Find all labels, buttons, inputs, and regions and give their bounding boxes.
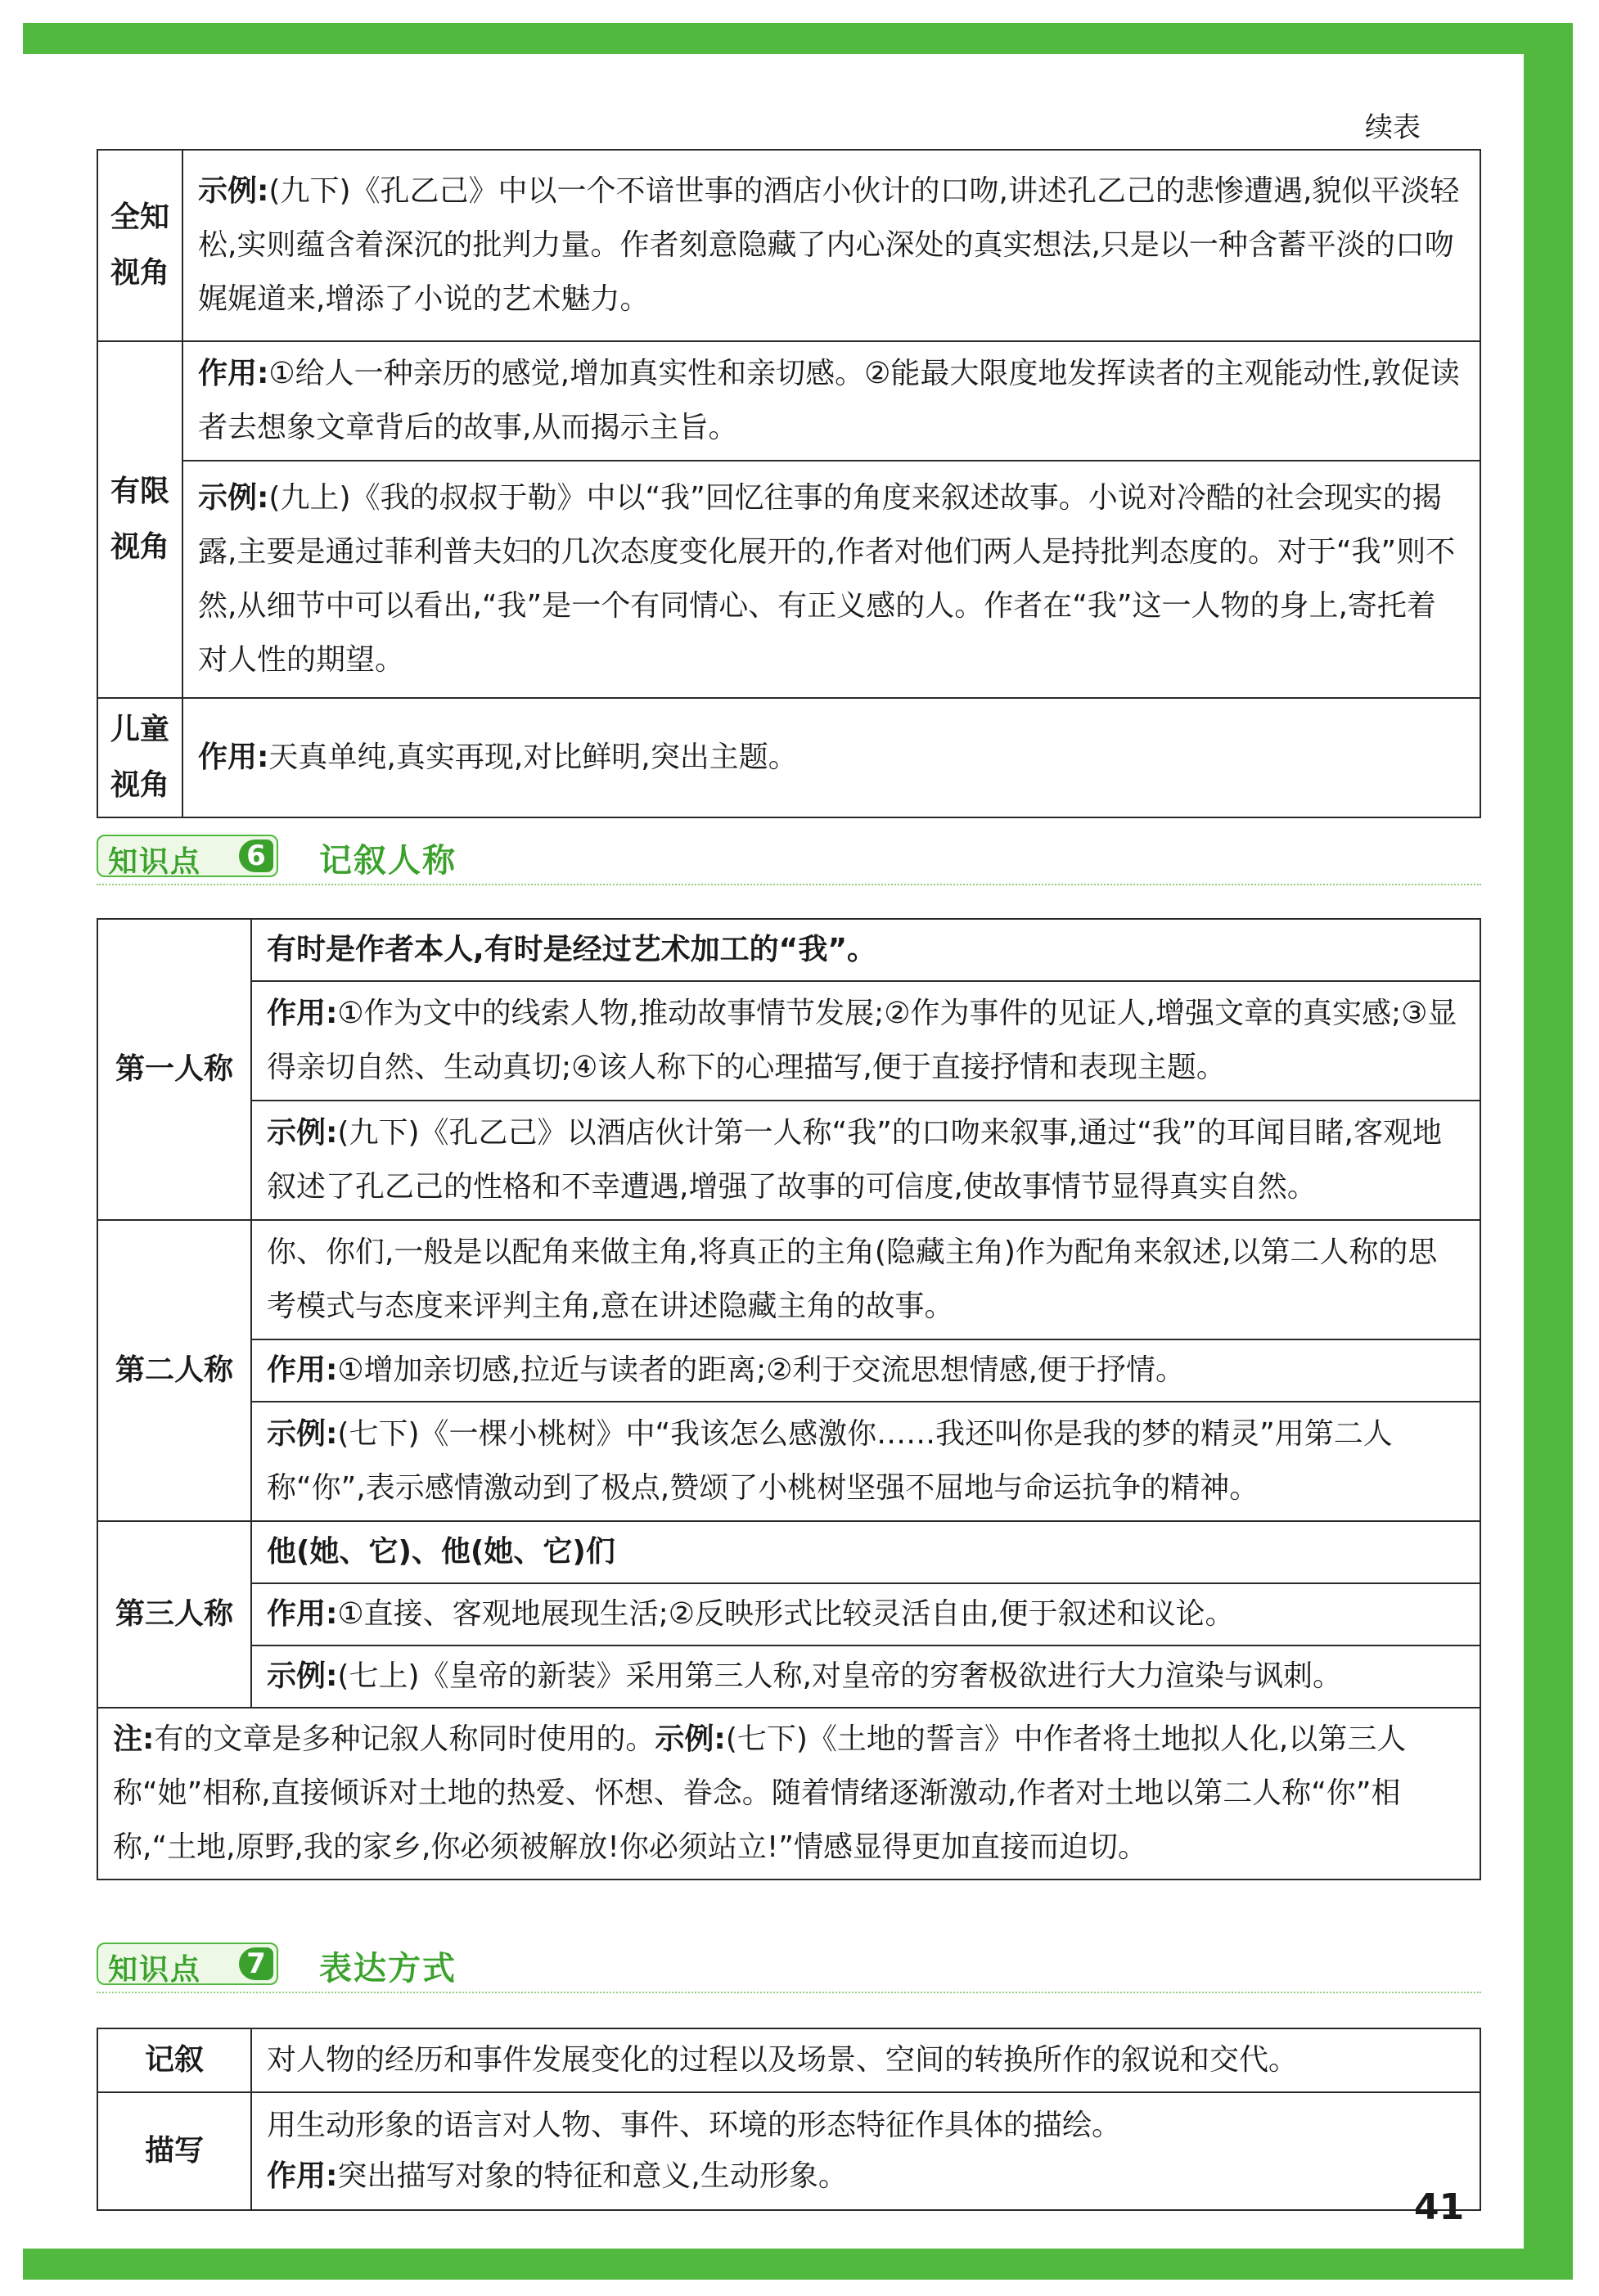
table-row — [97, 1645, 1480, 1708]
page-number: 41 — [1414, 2186, 1465, 2228]
table-row — [97, 1339, 1480, 1402]
table-row — [97, 1521, 1480, 1583]
table-row — [97, 981, 1480, 1101]
example-text: (九下)《孔乙己》以酒店伙计第一人称“我”的口吻来叙事,通过“我”的耳闻目睹,客观地叙述了孔乙己的性格和不幸遭遇,增强了故事的可信度,使故事情节显得真实自然。 — [267, 1116, 1442, 1204]
description-text: 用生动形象的语言对人物、事件、环境的形态特征作具体的描绘。 — [267, 2109, 1122, 2142]
effect-text: ①增加亲切感,拉近与读者的距离;②利于交流思想情感,便于抒情。 — [337, 1353, 1185, 1387]
knowledge-point-tag — [97, 835, 278, 877]
tag-number: 7 — [239, 1947, 273, 1980]
table-row — [97, 1402, 1480, 1521]
second-person-head: 第二人称 — [97, 1220, 251, 1521]
example-text: (九下)《孔乙己》中以一个不谙世事的酒店小伙计的口吻,讲述孔乙己的悲惨遭遇,貌似平淡轻松,实则蕴含着深沉的批判力量。作者刻意隐藏了内心深处的真实想法,只是以一种含蓄平淡的口吻娓娓道来,增添了小说的艺术魅力。 — [198, 174, 1460, 316]
third-person-example — [251, 1645, 1480, 1708]
tag-label: 知识点 — [108, 1953, 202, 1987]
table-row — [97, 1220, 1480, 1339]
section-title: 记叙人称 — [319, 842, 457, 880]
first-person-desc: 有时是作者本人,有时是经过艺术加工的“我”。 — [251, 919, 1480, 981]
description-cell — [251, 2092, 1480, 2210]
page-border-top — [23, 23, 1555, 54]
example-label: 示例: — [198, 174, 269, 208]
child-effect — [182, 698, 1480, 817]
tag-label: 知识点 — [108, 845, 202, 879]
example-label: 示例: — [267, 1659, 338, 1693]
continuation-label: 续表 — [1365, 111, 1421, 144]
example-label: 示例: — [198, 481, 269, 515]
example-text: (九上)《我的叔叔于勒》中以“我”回忆往事的角度来叙述故事。小说对冷酷的社会现实的揭露,主要是通过菲利普夫妇的几次态度变化展开的,作者对他们两人是持批判态度的。对于“我”则不然,从细节中可以看出,“我”是一个有同情心、有正义感的人。作者在“我”这一人物的身上,寄托着对人性的期望。 — [198, 481, 1456, 677]
effect-label: 作用: — [198, 741, 269, 774]
example-text: (七上)《皇帝的新装》采用第三人称,对皇帝的穷奢极欲进行大力渲染与讽刺。 — [337, 1659, 1342, 1693]
knowledge-point-tag — [97, 1943, 278, 1985]
child-head: 儿童视角 — [97, 698, 182, 817]
omniscient-head: 全知视角 — [97, 150, 182, 341]
table-row — [97, 2092, 1480, 2210]
example-label: 示例: — [655, 1722, 726, 1756]
first-person-effect — [251, 981, 1480, 1101]
first-person-head: 第一人称 — [97, 919, 251, 1220]
example-text: (七下)《一棵小桃树》中“我该怎么感激你……我还叫你是我的梦的精灵”用第二人称“你”,表示感情激动到了极点,赞颂了小桃树坚强不屈地与命运抗争的精神。 — [267, 1417, 1393, 1505]
effect-text: 天真单纯,真实再现,对比鲜明,突出主题。 — [268, 741, 798, 774]
note-text-b: (七下)《土地的誓言》中作者将土地拟人化,以第三人称“她”相称,直接倾诉对土地的热爱、怀想、眷念。随着情绪逐渐激动,作者对土地以第二人称“你”相称,“土地,原野,我的家乡,你必须被解放!你必须站立!”情感显得更加直接而迫切。 — [113, 1722, 1407, 1864]
note-text-a: 有的文章是多种记叙人称同时使用的。 — [154, 1722, 655, 1756]
example-label: 示例: — [267, 1417, 338, 1451]
table-row — [97, 1708, 1480, 1880]
table-row — [97, 919, 1480, 981]
effect-label: 作用: — [267, 2159, 338, 2193]
narration-text: 对人物的经历和事件发展变化的过程以及场景、空间的转换所作的叙说和交代。 — [251, 2028, 1480, 2092]
effect-text: 突出描写对象的特征和意义,生动形象。 — [337, 2159, 848, 2193]
table-row — [97, 698, 1480, 817]
table-row — [97, 2028, 1480, 2092]
second-person-effect — [251, 1339, 1480, 1402]
third-person-head: 第三人称 — [97, 1521, 251, 1708]
limited-head: 有限视角 — [97, 341, 182, 698]
expression-table — [97, 2028, 1481, 2211]
third-person-effect — [251, 1583, 1480, 1645]
table-row — [97, 461, 1480, 698]
effect-label: 作用: — [198, 357, 269, 390]
example-label: 示例: — [267, 1116, 338, 1150]
second-person-desc: 你、你们,一般是以配角来做主角,将真正的主角(隐藏主角)作为配角来叙述,以第二人称的思考模式与态度来评判主角,意在讲述隐藏主角的故事。 — [251, 1220, 1480, 1339]
table-row — [97, 150, 1480, 341]
page-border-right — [1524, 23, 1573, 2270]
section-heading-7 — [97, 1939, 1481, 1993]
section-heading-6 — [97, 831, 1481, 885]
person-table — [97, 918, 1481, 1880]
table-row — [97, 341, 1480, 461]
omniscient-example — [182, 150, 1480, 341]
note-cell — [97, 1708, 1480, 1880]
note-label: 注: — [113, 1722, 155, 1756]
narration-head: 记叙 — [97, 2028, 251, 2092]
page-border-bottom — [23, 2249, 1573, 2280]
section-title: 表达方式 — [319, 1950, 457, 1988]
effect-label: 作用: — [267, 1597, 338, 1631]
effect-label: 作用: — [267, 997, 338, 1030]
effect-label: 作用: — [267, 1353, 338, 1387]
effect-text: ①直接、客观地展现生活;②反映形式比较灵活自由,便于叙述和议论。 — [337, 1597, 1235, 1631]
table-row — [97, 1101, 1480, 1220]
effect-text: ①给人一种亲历的感觉,增加真实性和亲切感。②能最大限度地发挥读者的主观能动性,敦促读者去想象文章背后的故事,从而揭示主旨。 — [198, 357, 1460, 444]
limited-effect — [182, 341, 1480, 461]
third-person-desc: 他(她、它)、他(她、它)们 — [251, 1521, 1480, 1583]
effect-text: ①作为文中的线索人物,推动故事情节发展;②作为事件的见证人,增强文章的真实感;③显得亲切自然、生动真切;④该人称下的心理描写,便于直接抒情和表现主题。 — [267, 997, 1457, 1084]
first-person-example — [251, 1101, 1480, 1220]
second-person-example — [251, 1402, 1480, 1521]
description-head: 描写 — [97, 2092, 251, 2210]
perspective-table — [97, 149, 1481, 818]
tag-number: 6 — [239, 840, 273, 872]
table-row — [97, 1583, 1480, 1645]
limited-example — [182, 461, 1480, 698]
